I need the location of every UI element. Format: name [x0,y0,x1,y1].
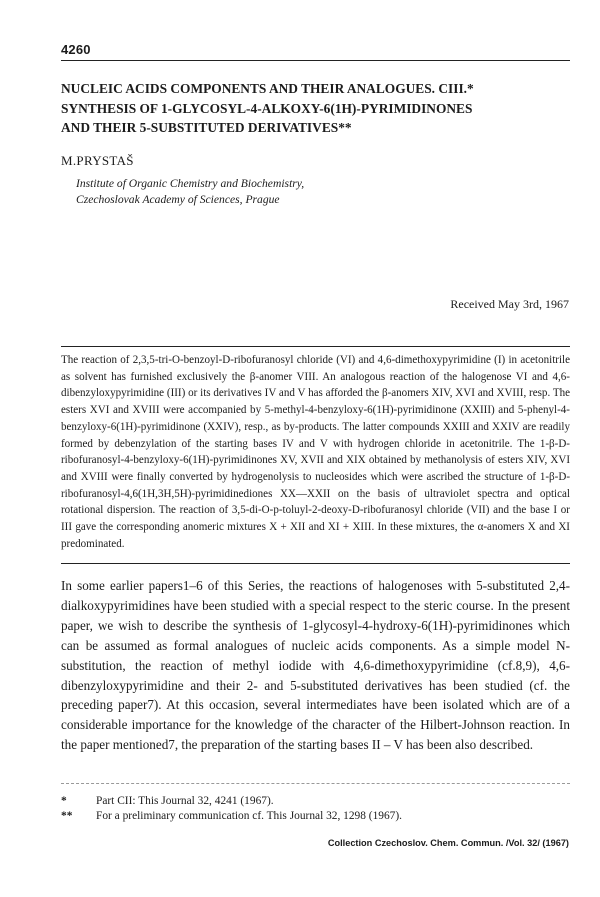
received-date: Received May 3rd, 1967 [450,297,569,311]
affiliation-line-2: Czechoslovak Academy of Sciences, Prague [76,193,280,206]
title-line-2: SYNTHESIS OF 1-GLYCOSYL-4-ALKOXY-6(1H)-PYRIMIDINONES [61,101,473,116]
journal-footer: Collection Czechoslov. Chem. Commun. /Vol. 32/ (1967) [327,838,569,848]
introduction [61,576,570,755]
intro-text: In some earlier papers1–6 of this Series, the reactions of halogenoses with 5-substituted 2,4-dialkoxypyrimidines have been studied with a special respect to the steric course. In the present paper, we wish to describe the synthesis of 1-glycosyl-4-hydroxy-6(1H)-pyrimidinones which can be assumed as formal analogues of nucleic acids components. As a simple model N-substitution, the reaction of methyl iodide with 4,6-dimethoxypyrimidine (cf.8,9), 4,6-dibenzyloxypyrimidine and their 2- and 5-substituted derivatives has been studied (cf. the preceding paper7). At this occasion, several intermediates have been isolated which are of a considerable importance for the knowledge of the character of the Hilbert-Johnson reaction. In the paper mentioned7, the preparation of the starting bases II – V has been also described. [61,578,570,753]
footnote-text: For a preliminary communication cf. This Journal 32, 1298 (1967). [96,810,403,822]
footnote-1 [61,794,570,809]
footnote-rule [61,783,570,784]
abstract-text: The reaction of 2,3,5-tri-O-benzoyl-D-ribofuranosyl chloride (VI) and 4,6-dimethoxypyrimidine (I) in acetonitrile as solvent has furnished exclusively the β-anomer VIII. An analogous reaction of the halogenose VI and 4,6-dibenzyloxypyrimidine (III) or its derivatives IV and V has afforded the β-anomers XIV, XVI and XVIII, resp. The esters XVI and XVIII were accompanied by 5-methyl-4-benzyloxy-6(1H)-pyrimidinone (XXIII) and 5-phenyl-4-benzyloxy-6(1H)-pyrimidinone (XXIV), resp., as by-products. The latter compounds XXIII and XXIV are readily formed by debenzylation of the starting bases IV and V with hydrogen chloride in acetonitrile. The 1-β-D-ribofuranosyl-4-benzyloxy-6(1H)-pyrimidinones XV, XVII and XIX obtained by methanolysis of esters XIV, XVI and XVIII were finally converted by hydrogenolysis to nucleosides which were ascribed the structure of 1-β-D-ribofuranosyl-4,6(1H,3H,5H)-pyrimidinediones XX—XXII on the basis of ultraviolet spectra and optical rotational dispersion. The reaction of 3,5-di-O-p-toluyl-2-deoxy-D-ribofuranosyl chloride (VII) and the base I or III gave the corresponding anomeric mixtures X + XII and XI + XIII. In these mixtures, the α-anomers X and XI predominated. [61,354,570,550]
title-line-1: NUCLEIC ACIDS COMPONENTS AND THEIR ANALOGUES. CIII.* [61,81,474,96]
footnote-2 [61,809,570,824]
abstract [61,352,570,552]
footnote-text: Part CII: This Journal 32, 4241 (1967). [96,795,274,807]
author-name: M.PRYSTAŠ [61,153,134,168]
abstract-top-rule [61,346,570,347]
header-rule [61,60,570,61]
page-number: 4260 [61,42,91,57]
affiliation-line-1: Institute of Organic Chemistry and Biochemistry, [76,177,305,190]
footnote-mark: * [61,795,67,807]
abstract-bottom-rule [61,563,570,564]
title-line-3: AND THEIR 5-SUBSTITUTED DERIVATIVES** [61,120,352,135]
footnote-mark: ** [61,810,73,822]
